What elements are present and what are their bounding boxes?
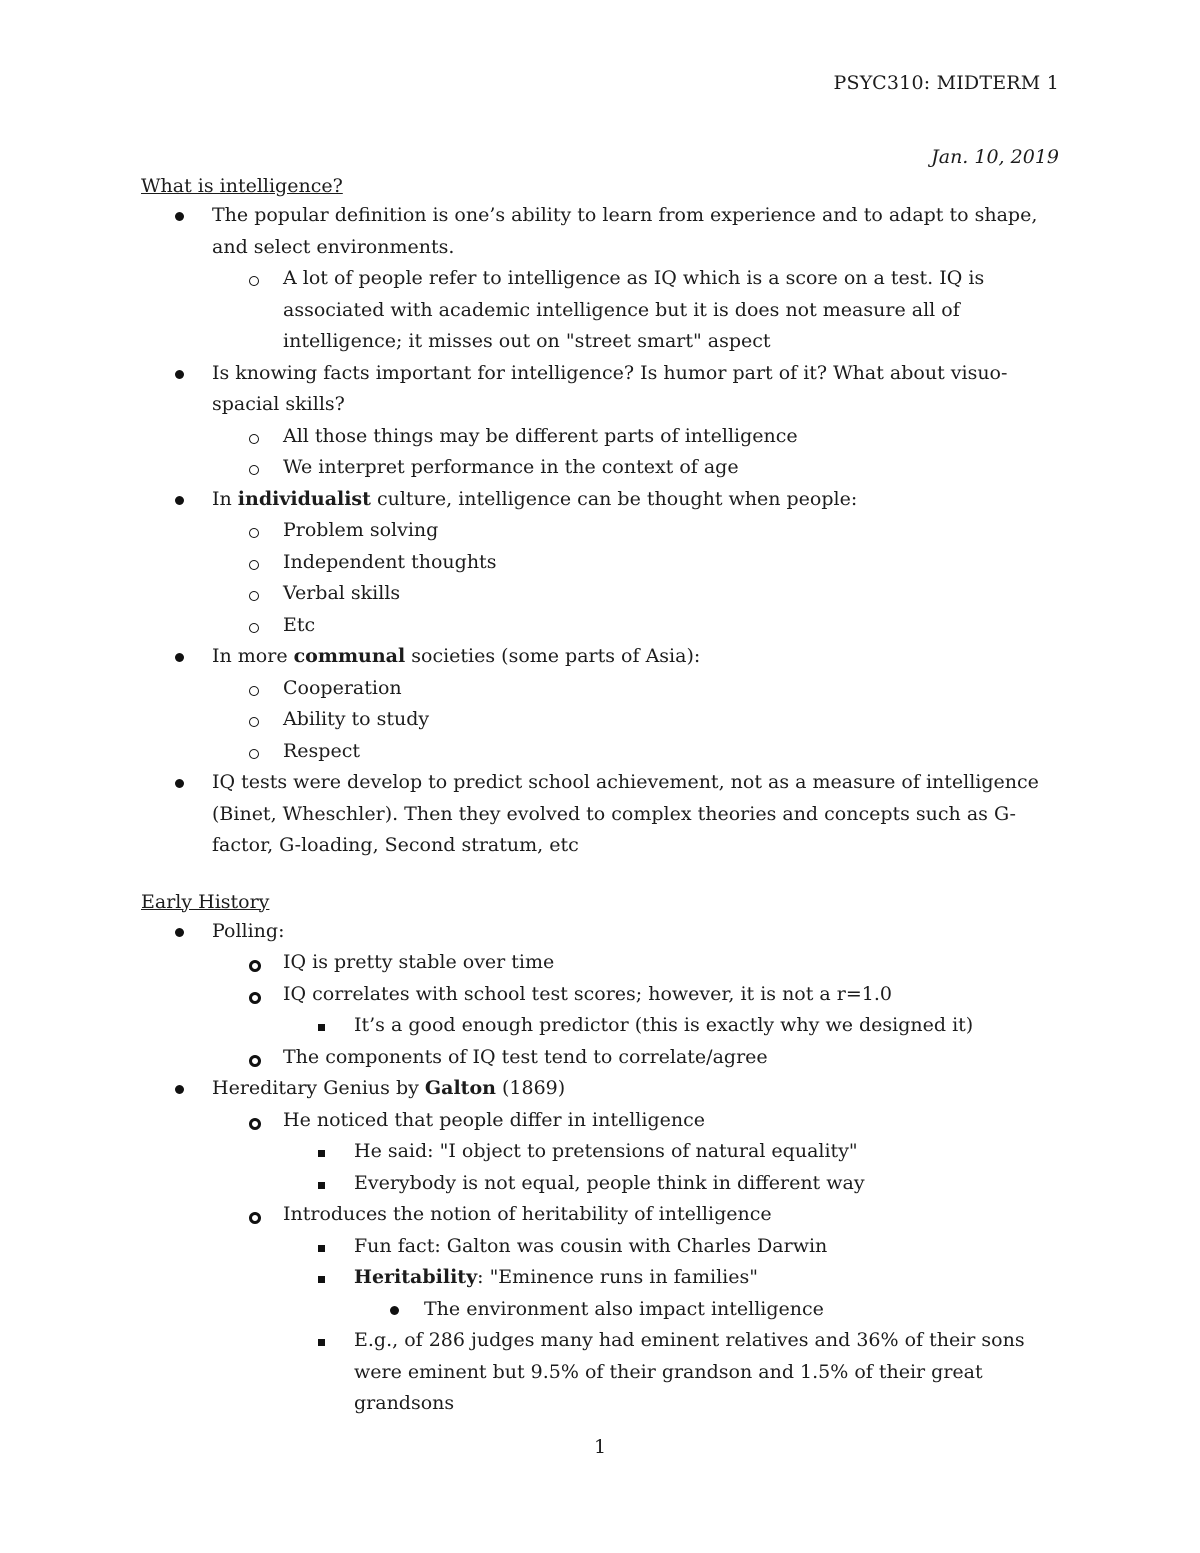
circle-bullet-icon — [249, 452, 259, 486]
list-item: The components of IQ test tend to correlate/agree — [141, 1042, 1061, 1074]
list-item: IQ is pretty stable over time — [141, 947, 1061, 979]
page-header: PSYC310: MIDTERM 1 — [833, 72, 1059, 94]
circle-bullet-icon — [249, 673, 259, 707]
section-title-early-history: Early History — [141, 890, 270, 913]
circle-bullet-icon — [249, 547, 259, 581]
list-item: Is knowing facts important for intelligence? Is humor part of it? What about visuo-spacial skills? — [141, 358, 1061, 421]
list-item: IQ tests were develop to predict school achievement, not as a measure of intelligence (Binet, Wheschler). Then they evolved to complex theories and concepts such as G-factor, G-loading, Second stratum, etc — [141, 767, 1061, 862]
bullet-icon — [175, 1073, 184, 1105]
list-item: Heritability: "Eminence runs in families" — [141, 1262, 1061, 1294]
bullet-icon — [175, 358, 184, 390]
section-title-intelligence: What is intelligence? — [141, 175, 343, 197]
circle-bullet-icon — [249, 515, 259, 549]
list-item: Independent thoughts — [141, 547, 1061, 579]
list-item: Fun fact: Galton was cousin with Charles Darwin — [141, 1231, 1061, 1263]
list-item: E.g., of 286 judges many had eminent relatives and 36% of their sons were eminent but 9.5% of their grandson and 1.5% of their great grandsons — [141, 1325, 1061, 1420]
list-item: In individualist culture, intelligence can be thought when people: — [141, 484, 1061, 516]
circle-bullet-icon — [249, 1042, 261, 1078]
bullet-icon — [390, 1294, 399, 1326]
document-body — [141, 172, 1061, 1420]
bold-term: communal — [293, 645, 406, 667]
square-bullet-icon — [318, 1231, 325, 1263]
list-item: We interpret performance in the context of age — [141, 452, 1061, 484]
list-item: Polling: — [141, 916, 1061, 948]
square-bullet-icon — [318, 1262, 325, 1294]
list-item: Etc — [141, 610, 1061, 642]
page-number: 1 — [593, 1436, 607, 1458]
bullet-icon — [175, 484, 184, 516]
bullet-icon — [175, 767, 184, 799]
circle-bullet-icon — [249, 1199, 261, 1235]
list-item: Verbal skills — [141, 578, 1061, 610]
bold-term: individualist — [237, 487, 371, 510]
circle-bullet-icon — [249, 1105, 261, 1141]
section-gap — [141, 862, 1061, 888]
circle-bullet-icon — [249, 421, 259, 455]
circle-bullet-icon — [249, 947, 261, 983]
list-item: In more communal societies (some parts of Asia): — [141, 641, 1061, 673]
circle-bullet-icon — [249, 704, 259, 738]
circle-bullet-icon — [249, 979, 261, 1015]
list-item: Introduces the notion of heritability of intelligence — [141, 1199, 1061, 1231]
list-item: Ability to study — [141, 704, 1061, 736]
circle-bullet-icon — [249, 610, 259, 644]
early-history-list — [141, 916, 1061, 1420]
intelligence-list — [141, 200, 1061, 862]
list-item: IQ correlates with school test scores; however, it is not a r=1.0 — [141, 979, 1061, 1011]
square-bullet-icon — [318, 1136, 325, 1168]
list-item: The popular definition is one’s ability to learn from experience and to adapt to shape, and select environments. — [141, 200, 1061, 263]
list-item: A lot of people refer to intelligence as IQ which is a score on a test. IQ is associated with academic intelligence but it is does not measure all of intelligence; it misses out on "street smart" aspect — [141, 263, 1061, 358]
list-item: It’s a good enough predictor (this is exactly why we designed it) — [141, 1010, 1061, 1042]
bullet-icon — [175, 641, 184, 673]
bold-term: Heritability — [354, 1266, 478, 1288]
square-bullet-icon — [318, 1010, 325, 1042]
circle-bullet-icon — [249, 578, 259, 612]
bullet-icon — [175, 200, 184, 232]
lecture-date: Jan. 10, 2019 — [931, 146, 1059, 168]
list-item: The environment also impact intelligence — [141, 1294, 1061, 1326]
list-item: Cooperation — [141, 673, 1061, 705]
list-item: Hereditary Genius by Galton (1869) — [141, 1073, 1061, 1105]
list-item: Respect — [141, 736, 1061, 768]
list-item: Everybody is not equal, people think in different way — [141, 1168, 1061, 1200]
list-item: He said: "I object to pretensions of natural equality" — [141, 1136, 1061, 1168]
circle-bullet-icon — [249, 263, 259, 297]
list-item: All those things may be different parts of intelligence — [141, 421, 1061, 453]
bold-term: Galton — [424, 1077, 496, 1099]
circle-bullet-icon — [249, 736, 259, 770]
square-bullet-icon — [318, 1168, 325, 1200]
square-bullet-icon — [318, 1325, 325, 1357]
bullet-icon — [175, 916, 184, 948]
list-item: He noticed that people differ in intelligence — [141, 1105, 1061, 1137]
list-item: Problem solving — [141, 515, 1061, 547]
